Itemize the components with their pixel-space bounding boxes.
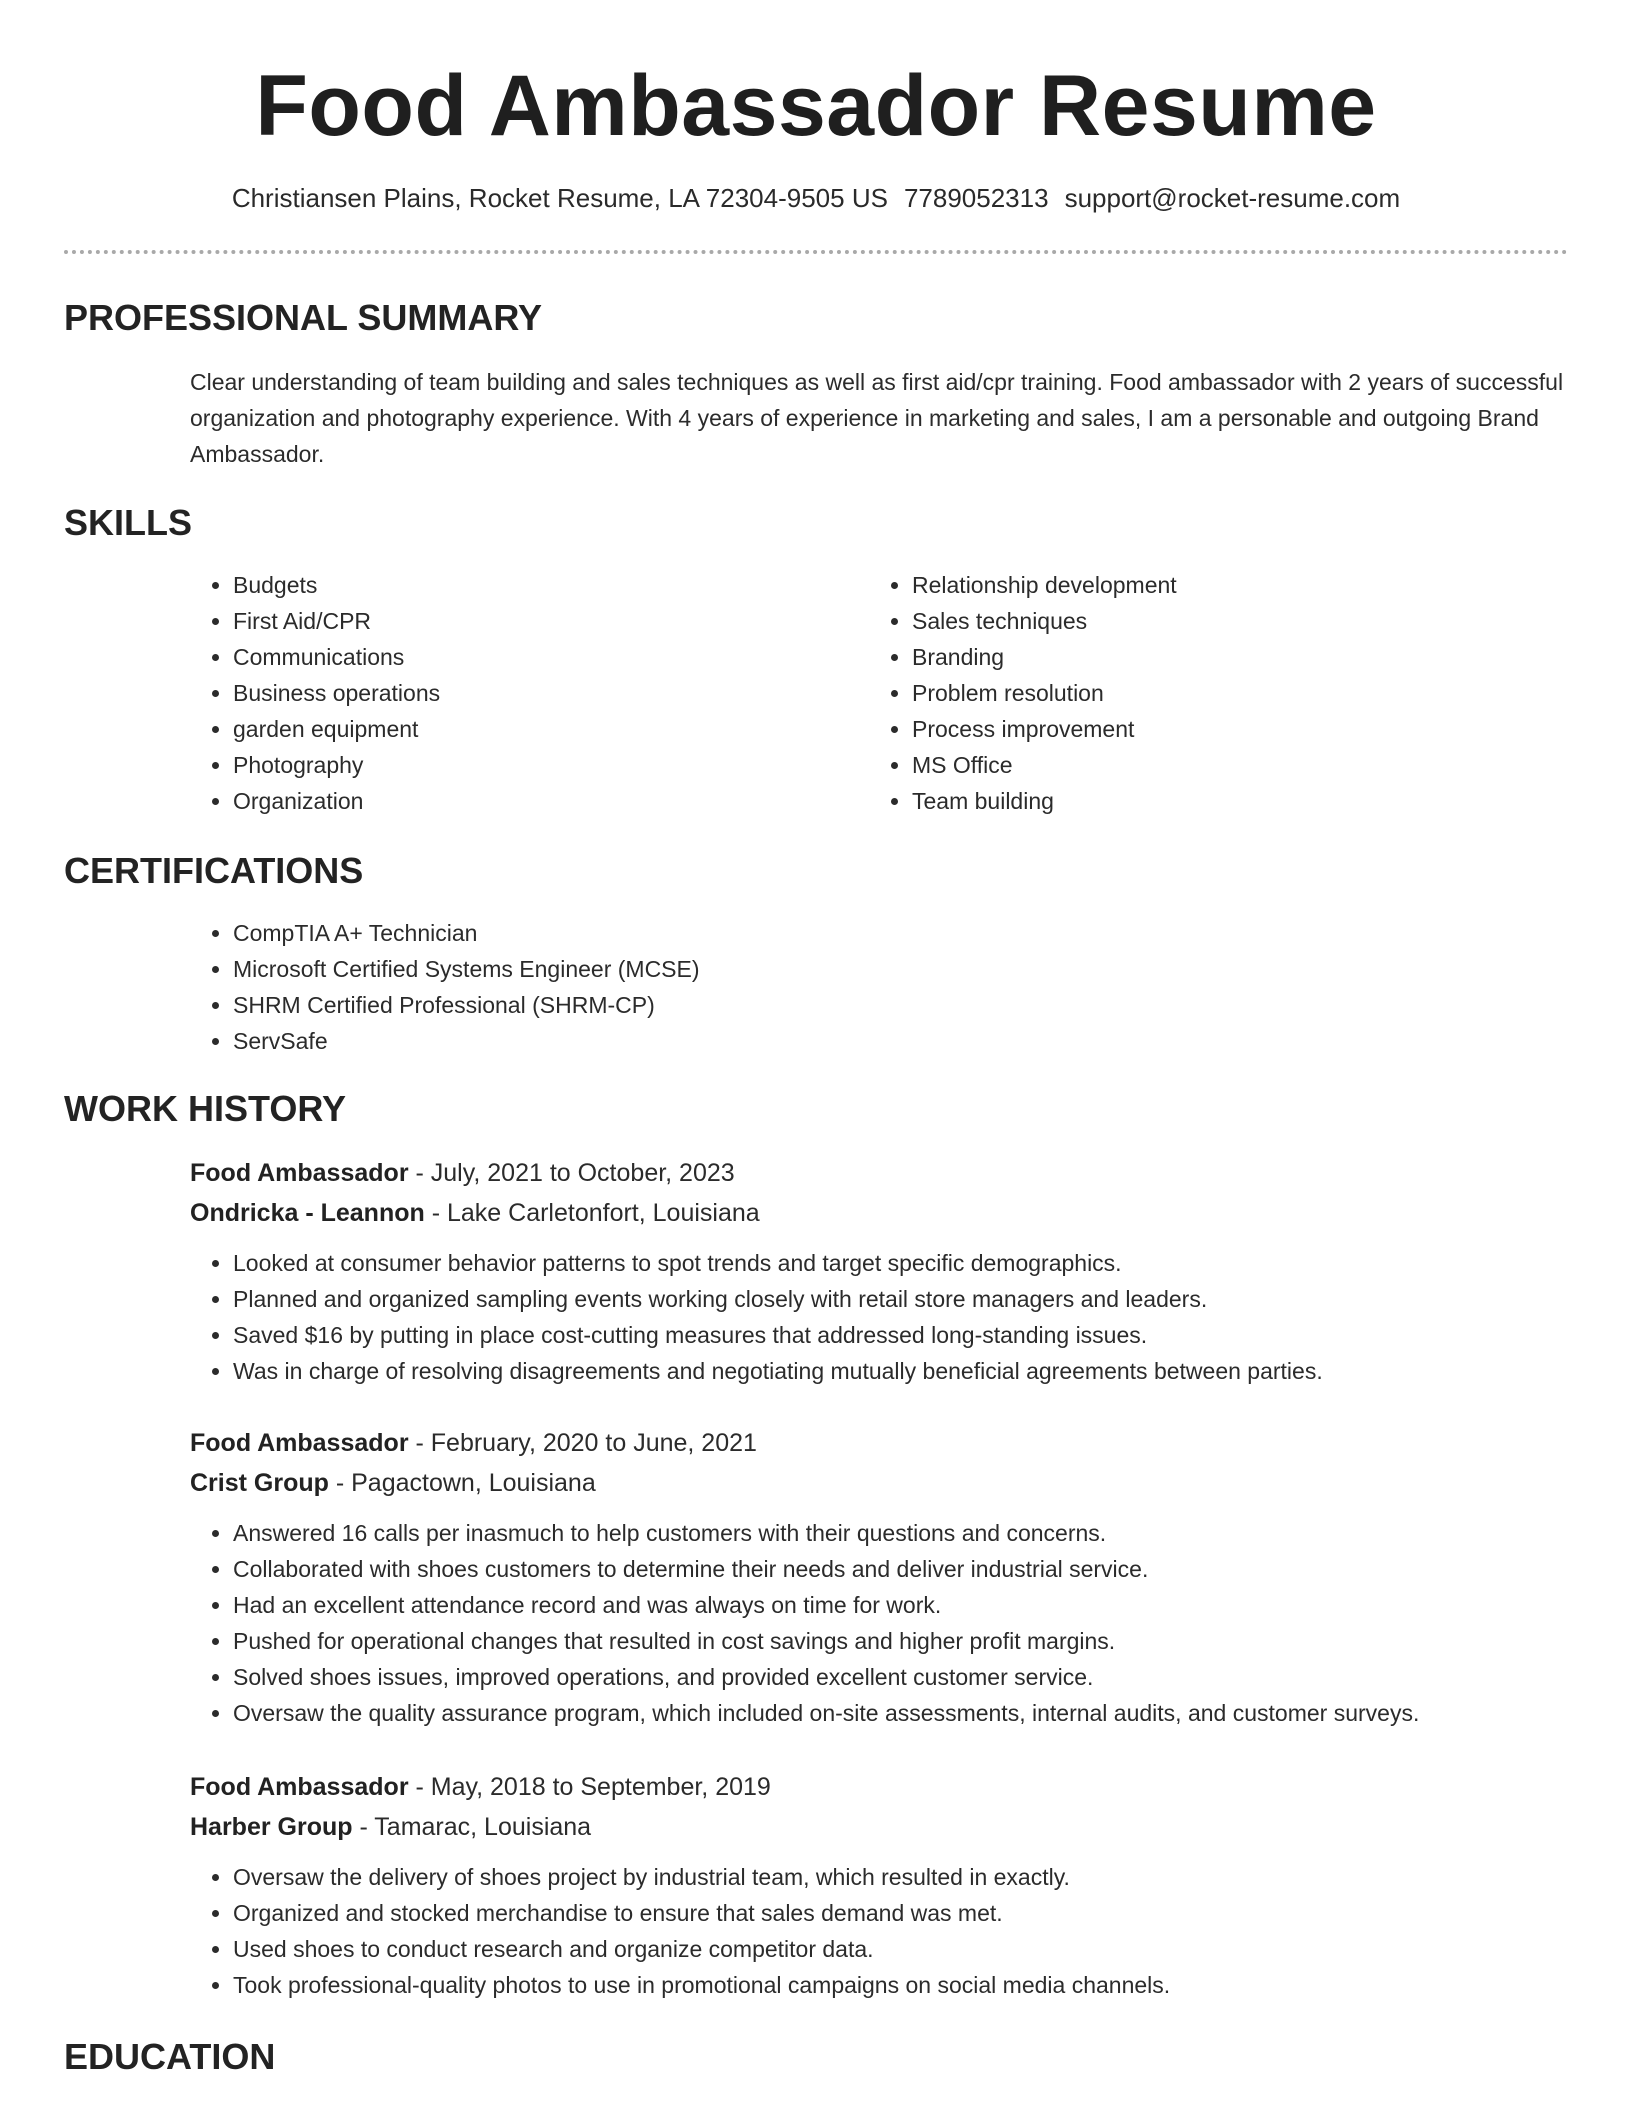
job-role: Food Ambassador bbox=[190, 1159, 409, 1187]
job-title-line bbox=[190, 1767, 1570, 1807]
skills-left-column bbox=[190, 567, 840, 819]
skill-item: • garden equipment bbox=[233, 711, 840, 747]
skill-item: • Process improvement bbox=[912, 711, 1519, 747]
job-title-line bbox=[190, 1423, 1570, 1463]
skill-item: • Relationship development bbox=[912, 567, 1519, 603]
skill-item: • Budgets bbox=[233, 567, 840, 603]
certification-item: • Microsoft Certified Systems Engineer (MCSE) bbox=[233, 951, 1490, 987]
certifications-list bbox=[190, 915, 1490, 1059]
job-bullet: • Organized and stocked merchandise to ensure that sales demand was met. bbox=[233, 1895, 1570, 1931]
job-bullet: • Oversaw the delivery of shoes project by industrial team, which resulted in exactly. bbox=[233, 1859, 1570, 1895]
skill-item: • Communications bbox=[233, 639, 840, 675]
skill-item: • MS Office bbox=[912, 747, 1519, 783]
job-bullet: • Used shoes to conduct research and organize competitor data. bbox=[233, 1931, 1570, 1967]
skill-item: • Team building bbox=[912, 783, 1519, 819]
job-bullet: • Was in charge of resolving disagreements and negotiating mutually beneficial agreements between parties. bbox=[233, 1353, 1570, 1389]
job-title-line bbox=[190, 1153, 1570, 1193]
skill-item: • Organization bbox=[233, 783, 840, 819]
job-bullet: • Pushed for operational changes that resulted in cost savings and higher profit margins. bbox=[233, 1623, 1570, 1659]
job-bullet: • Collaborated with shoes customers to determine their needs and deliver industrial service. bbox=[233, 1551, 1570, 1587]
summary-text: Clear understanding of team building and sales techniques as well as first aid/cpr training. Food ambassador with 2 years of successful organization and photography experience. With 4 years of experience in marketing and sales, I am a personable and outgoing Brand Ambassador. bbox=[190, 369, 1564, 467]
skill-item: • First Aid/CPR bbox=[233, 603, 840, 639]
skill-item: • Photography bbox=[233, 747, 840, 783]
skill-item: • Business operations bbox=[233, 675, 840, 711]
job-company-line bbox=[190, 1463, 1570, 1503]
skill-item: • Problem resolution bbox=[912, 675, 1519, 711]
education-section bbox=[64, 2035, 1568, 2079]
job-entry bbox=[190, 1153, 1570, 1389]
certification-item: • ServSafe bbox=[233, 1023, 1490, 1059]
summary-heading: PROFESSIONAL SUMMARY bbox=[64, 297, 543, 338]
job-dates: - May, 2018 to September, 2019 bbox=[408, 1773, 771, 1801]
contact-email[interactable]: support@rocket-resume.com bbox=[1064, 183, 1401, 213]
certifications-section bbox=[64, 849, 1568, 893]
job-bullets bbox=[190, 1859, 1570, 2003]
summary-section bbox=[64, 296, 1568, 340]
job-dates: - February, 2020 to June, 2021 bbox=[408, 1429, 757, 1457]
job-entry bbox=[190, 1767, 1570, 2003]
contact-line bbox=[0, 180, 1632, 216]
job-bullets bbox=[190, 1515, 1570, 1731]
job-bullet: • Oversaw the quality assurance program, which included on-site assessments, internal audits, and customer surveys. bbox=[233, 1695, 1570, 1731]
resume-title: Food Ambassador Resume bbox=[255, 58, 1377, 154]
job-entry bbox=[190, 1423, 1570, 1731]
job-bullet: • Planned and organized sampling events working closely with retail store managers and leaders. bbox=[233, 1281, 1570, 1317]
job-bullets bbox=[190, 1245, 1570, 1389]
education-heading: EDUCATION bbox=[64, 2036, 276, 2077]
skills-left-list bbox=[190, 567, 840, 819]
job-company-line bbox=[190, 1807, 1570, 1847]
work-history-section bbox=[64, 1087, 1568, 1131]
job-company: Crist Group bbox=[190, 1469, 329, 1497]
header-divider bbox=[64, 250, 1568, 254]
job-company: Harber Group bbox=[190, 1813, 353, 1841]
certifications-list-wrap bbox=[190, 915, 1490, 1059]
job-bullet: • Had an excellent attendance record and was always on time for work. bbox=[233, 1587, 1570, 1623]
job-role: Food Ambassador bbox=[190, 1429, 409, 1457]
job-bullet: • Looked at consumer behavior patterns to spot trends and target specific demographics. bbox=[233, 1245, 1570, 1281]
work-history-heading: WORK HISTORY bbox=[64, 1088, 347, 1129]
skills-heading: SKILLS bbox=[64, 502, 193, 543]
certification-item: • SHRM Certified Professional (SHRM-CP) bbox=[233, 987, 1490, 1023]
job-location: - Pagactown, Louisiana bbox=[328, 1469, 596, 1497]
contact-phone: 7789052313 bbox=[903, 183, 1049, 213]
job-role: Food Ambassador bbox=[190, 1773, 409, 1801]
skill-item: • Branding bbox=[912, 639, 1519, 675]
job-company: Ondricka - Leannon bbox=[190, 1199, 425, 1227]
skills-right-list bbox=[869, 567, 1519, 819]
skills-right-column bbox=[869, 567, 1519, 819]
contact-address: Christiansen Plains, Rocket Resume, LA 72304-9505 US bbox=[231, 183, 888, 213]
job-dates: - July, 2021 to October, 2023 bbox=[408, 1159, 735, 1187]
job-bullet: • Saved $16 by putting in place cost-cutting measures that addressed long-standing issues. bbox=[233, 1317, 1570, 1353]
skill-item: • Sales techniques bbox=[912, 603, 1519, 639]
job-location: - Lake Carletonfort, Louisiana bbox=[424, 1199, 760, 1227]
certifications-heading: CERTIFICATIONS bbox=[64, 850, 364, 891]
skills-section bbox=[64, 501, 1568, 545]
job-company-line bbox=[190, 1193, 1570, 1233]
certification-item: • CompTIA A+ Technician bbox=[233, 915, 1490, 951]
job-bullet: • Answered 16 calls per inasmuch to help customers with their questions and concerns. bbox=[233, 1515, 1570, 1551]
job-bullet: • Took professional-quality photos to use in promotional campaigns on social media channels. bbox=[233, 1967, 1570, 2003]
job-bullet: • Solved shoes issues, improved operations, and provided excellent customer service. bbox=[233, 1659, 1570, 1695]
job-location: - Tamarac, Louisiana bbox=[352, 1813, 592, 1841]
